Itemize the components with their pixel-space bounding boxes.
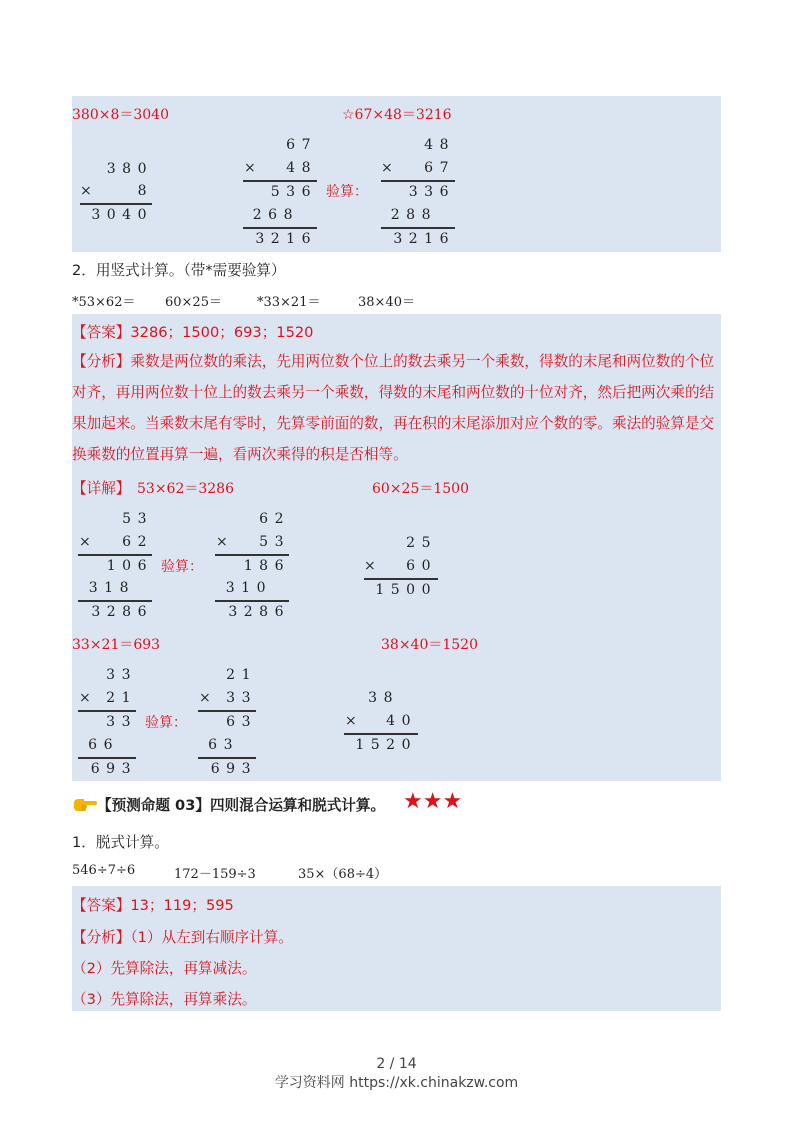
vertical-m3-p1: 336: [408, 184, 455, 200]
analysis-1-text: 【分析】（1）从左到右顺序计算。: [72, 929, 293, 946]
vertical-m3-line2: [381, 227, 455, 229]
vertical-38x40-a: 38: [368, 690, 399, 706]
detail-label: 【详解】: [72, 480, 131, 497]
vertical-38x40-op: ×: [345, 713, 364, 729]
vertical-m1-op: ×: [80, 183, 99, 199]
equation-53x62: 53×62＝3286: [137, 481, 234, 497]
vertical-62x53-b: 53: [259, 534, 290, 550]
vertical-21x33-line1: [198, 710, 256, 712]
vertical-m3-p2: 288: [390, 207, 437, 223]
vertical-53x62-line1: [78, 554, 152, 556]
vertical-33x21-a: 33: [106, 667, 137, 683]
vertical-38x40-b: 40: [386, 713, 417, 729]
vertical-m2-line1: [243, 180, 317, 182]
problem-60x25: 60×25＝: [165, 295, 222, 310]
answer-1-text: 【答案】13；119；595: [72, 897, 234, 914]
answer-2-text: 【答案】3286；1500；693；1520: [72, 324, 314, 341]
vertical-21x33-op: ×: [199, 690, 218, 706]
analysis-1-line2: （2）先算除法，再算减法。: [72, 960, 257, 977]
vertical-m1-result: 3040: [91, 207, 153, 223]
vertical-m2-p2: 268: [252, 207, 299, 223]
vertical-62x53-line1: [215, 554, 289, 556]
vertical-25x60-line: [364, 578, 438, 580]
problem-38x40: 38×40＝: [358, 295, 415, 310]
problem-546: 546÷7÷6: [72, 863, 136, 878]
problem-33x21: *33×21＝: [257, 295, 321, 310]
problem-53x62: *53×62＝: [72, 295, 136, 310]
equation-380x8: 380×8＝3040: [72, 107, 169, 123]
page-number: 2 / 14: [376, 1056, 417, 1072]
vertical-m3-result: 3216: [393, 231, 455, 247]
problem-35: 35×（68÷4）: [298, 867, 388, 882]
question-2-title: 2．用竖式计算。（带*需要验算）: [72, 262, 286, 279]
vertical-33x21-line2: [78, 757, 136, 759]
vertical-m3-a: 48: [424, 137, 455, 153]
vertical-33x21-p2: 66: [88, 737, 119, 753]
vertical-62x53-p1: 186: [243, 558, 290, 574]
vertical-33x21-p1: 33: [106, 714, 137, 730]
problem-172: 172－159÷3: [174, 867, 256, 882]
analysis-1-line3: （3）先算除法，再算乘法。: [72, 991, 257, 1008]
vertical-21x33-result: 693: [210, 761, 257, 777]
vertical-53x62-line2: [78, 600, 152, 602]
vertical-33x21-op: ×: [79, 690, 98, 706]
vertical-38x40-line: [344, 733, 418, 735]
difficulty-stars: [403, 789, 462, 814]
vertical-53x62-p2: 318: [88, 580, 135, 596]
star-icon: ★: [403, 789, 423, 814]
vertical-21x33-p1: 63: [226, 714, 257, 730]
vertical-38x40-result: 1520: [355, 737, 417, 753]
question-1-title: 1．脱式计算。: [72, 834, 169, 851]
equation-67x48: ☆67×48＝3216: [342, 107, 452, 123]
vertical-m3-b: 67: [424, 160, 455, 176]
vertical-62x53-line2: [215, 600, 289, 602]
vertical-25x60-op: ×: [364, 558, 383, 574]
vertical-m2-a: 67: [286, 137, 317, 153]
vertical-21x33-p2: 63: [208, 737, 239, 753]
vertical-21x33-a: 21: [226, 667, 257, 683]
pointing-hand-icon: [72, 795, 98, 813]
vertical-m1-b: 8: [137, 183, 153, 199]
vertical-m2-b: 48: [286, 160, 317, 176]
vertical-m2-result: 3216: [255, 231, 317, 247]
vertical-62x53-p2: 310: [225, 580, 272, 596]
vertical-33x21-line1: [78, 710, 136, 712]
section-title: 【预测命题 03】四则混合运算和脱式计算。: [97, 797, 386, 814]
star-icon: ★: [442, 789, 463, 814]
vertical-m1-line: [80, 203, 152, 205]
star-icon: ★: [422, 789, 443, 814]
vertical-33x21-result: 693: [90, 761, 137, 777]
vertical-53x62-p1: 106: [106, 558, 153, 574]
equation-38x40: 38×40＝1520: [381, 637, 478, 653]
vertical-62x53-op: ×: [216, 534, 235, 550]
verify-label: 验算：: [326, 184, 368, 200]
vertical-53x62-result: 3286: [91, 604, 153, 620]
vertical-25x60-result: 1500: [375, 582, 437, 598]
vertical-21x33-line2: [198, 757, 256, 759]
vertical-25x60-a: 25: [406, 535, 437, 551]
equation-33x21: 33×21＝693: [72, 637, 161, 653]
vertical-25x60-b: 60: [406, 558, 437, 574]
equation-60x25: 60×25＝1500: [372, 481, 469, 497]
vertical-m3-op: ×: [381, 160, 400, 176]
footer-site-link[interactable]: 学习资料网 https://xk.chinakzw.com: [274, 1075, 519, 1091]
vertical-21x33-b: 33: [226, 690, 257, 706]
vertical-m2-line2: [243, 227, 317, 229]
verify-label: 验算：: [161, 559, 203, 575]
vertical-m3-line1: [381, 180, 455, 182]
verify-label: 验算：: [145, 715, 187, 731]
vertical-m1-a: 380: [106, 161, 153, 177]
vertical-m2-op: ×: [244, 160, 263, 176]
vertical-53x62-op: ×: [79, 534, 98, 550]
vertical-53x62-a: 53: [122, 511, 153, 527]
analysis-2-text: 【分析】乘数是两位数的乘法，先用两位数个位上的数去乘另一个乘数，得数的末尾和两位数的个位对齐，再用两位数十位上的数去乘另一个乘数，得数的末尾和两位数的十位对齐，然后把两次乘的结果加起来。当乘数末尾有零时，先算零前面的数，再在积的末尾添加对应个数的零。乘法的验算是交换乘数的位置再算一遍，看两次乘得的积是否相等。: [72, 353, 715, 463]
vertical-53x62-b: 62: [122, 534, 153, 550]
vertical-62x53-result: 3286: [228, 604, 290, 620]
vertical-62x53-a: 62: [259, 511, 290, 527]
vertical-33x21-b: 21: [106, 690, 137, 706]
vertical-m2-p1: 536: [270, 184, 317, 200]
